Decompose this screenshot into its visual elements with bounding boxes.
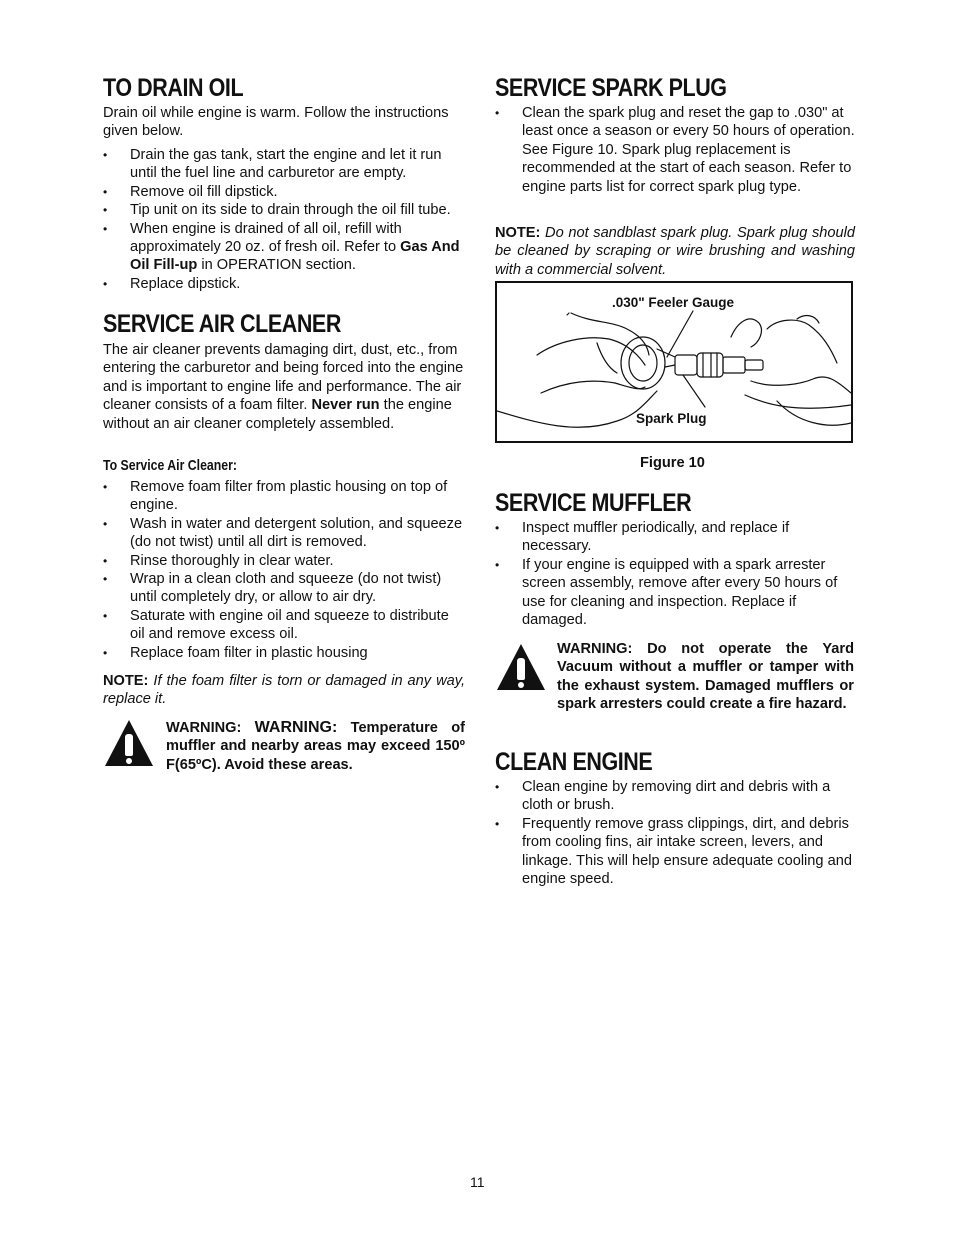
drain-oil-heading: TO DRAIN OIL bbox=[103, 74, 244, 102]
text-run: The air cleaner prevents damaging dirt, dust, etc., from entering the carburetor and being forced into the engine and is important to engine life and performance. The air cleaner consists of a foam filter. bbox=[103, 342, 464, 414]
list-item: • Clean engine by removing dirt and debris with a cloth or brush. bbox=[495, 778, 855, 815]
warning-text: Temperature of muffler and nearby areas may exceed 150º F(65ºC). Avoid these areas. bbox=[166, 720, 465, 773]
list-item: • Inspect muffler periodically, and replace if necessary. bbox=[495, 519, 855, 556]
gas-oil-fillup-ref: Gas And Oil Fill-up bbox=[130, 239, 460, 274]
drain-oil-intro: Drain oil while engine is warm. Follow the instructions given below. bbox=[103, 105, 449, 140]
list-item: • Wrap in a clean cloth and squeeze (do not twist) until completely dry, or allow to air dry. bbox=[103, 570, 465, 607]
list-item bbox=[103, 220, 465, 275]
text-run: in OPERATION section. bbox=[197, 257, 356, 274]
air-cleaner-note bbox=[103, 672, 465, 709]
text-run: the engine without an air cleaner completely assembled. bbox=[103, 397, 452, 432]
clean-engine-heading: CLEAN ENGINE bbox=[495, 748, 653, 776]
warning-label: WARNING: bbox=[166, 720, 255, 736]
muffler-steps bbox=[495, 519, 855, 629]
figure-10-illustration bbox=[495, 281, 853, 443]
air-cleaner-heading: SERVICE AIR CLEANER bbox=[103, 310, 341, 338]
list-item: • Clean the spark plug and reset the gap to .030" at least once a season or every 50 hours of operation. See Figure 10. Spark plug replacement is recommended at the start of each season. Refer to engine parts list for correct spark plug type. bbox=[495, 104, 855, 196]
never-run-emphasis: Never run bbox=[311, 397, 380, 414]
note-label: NOTE: bbox=[103, 673, 149, 689]
warning-label-large: WARNING: bbox=[254, 719, 338, 736]
air-cleaner-subheading: To Service Air Cleaner: bbox=[103, 457, 237, 474]
air-cleaner-warning bbox=[166, 719, 465, 774]
drain-oil-steps bbox=[103, 146, 465, 293]
page-number: 11 bbox=[470, 1174, 485, 1190]
list-item: • Replace foam filter in plastic housing bbox=[103, 644, 465, 662]
muffler-warning: WARNING: Do not operate the Yard Vacuum without a muffler or tamper with the exhaust system. Damaged mufflers or spark arresters could create a fire hazard. bbox=[557, 641, 854, 713]
list-item: • Saturate with engine oil and squeeze to distribute oil and remove excess oil. bbox=[103, 607, 465, 644]
warning-triangle-icon bbox=[105, 720, 153, 766]
spark-plug-note bbox=[495, 224, 855, 279]
list-item: • Wash in water and detergent solution, and squeeze (do not twist) until all dirt is removed. bbox=[103, 515, 465, 552]
spark-plug-heading: SERVICE SPARK PLUG bbox=[495, 74, 727, 102]
warning-triangle-icon bbox=[497, 644, 545, 690]
list-item: • Remove oil fill dipstick. bbox=[103, 183, 465, 201]
note-label: NOTE: bbox=[495, 225, 541, 241]
list-item: • Tip unit on its side to drain through the oil fill tube. bbox=[103, 201, 465, 219]
air-cleaner-intro bbox=[103, 341, 465, 433]
spark-plug-label: Spark Plug bbox=[636, 411, 707, 426]
clean-engine-steps bbox=[495, 778, 855, 888]
note-text: If the foam filter is torn or damaged in any way, replace it. bbox=[103, 673, 465, 708]
list-item: • If your engine is equipped with a spark arrester screen assembly, remove after every 50 hours of use for cleaning and inspection. Replace if damaged. bbox=[495, 556, 855, 630]
note-text: Do not sandblast spark plug. Spark plug should be cleaned by scraping or wire brushing and washing with a commercial solvent. bbox=[495, 225, 855, 278]
list-item: • Replace dipstick. bbox=[103, 275, 465, 293]
list-item: • Frequently remove grass clippings, dirt, and debris from cooling fins, air intake screen, levers, and linkage. This will help ensure adequate cooling and engine speed. bbox=[495, 815, 855, 889]
list-item: • Rinse thoroughly in clear water. bbox=[103, 552, 465, 570]
spark-plug-steps bbox=[495, 104, 855, 196]
list-item: • Drain the gas tank, start the engine and let it run until the fuel line and carburetor are empty. bbox=[103, 146, 465, 183]
text-run: When engine is drained of all oil, refill with approximately 20 oz. of fresh oil. Refer to bbox=[130, 220, 402, 256]
muffler-heading: SERVICE MUFFLER bbox=[495, 489, 692, 517]
figure-caption: Figure 10 bbox=[640, 455, 705, 471]
air-cleaner-steps bbox=[103, 478, 465, 662]
feeler-gauge-label: .030" Feeler Gauge bbox=[612, 295, 734, 310]
list-item: • Remove foam filter from plastic housing on top of engine. bbox=[103, 478, 465, 515]
